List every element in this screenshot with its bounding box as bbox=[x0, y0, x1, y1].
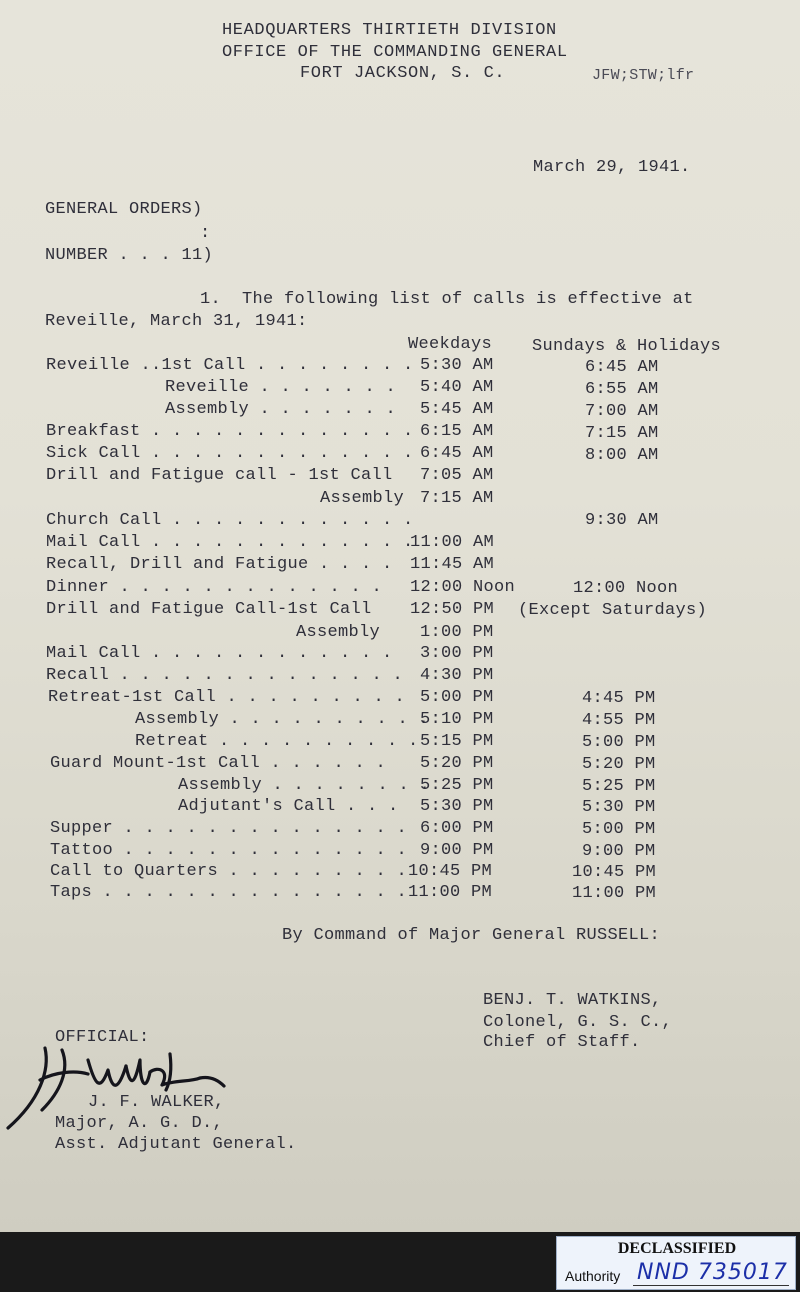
authority-value: NND 735017 bbox=[637, 1260, 788, 1285]
sunday-time: 7:00 AM bbox=[585, 402, 659, 421]
handwritten-signature bbox=[0, 1030, 240, 1140]
call-label: Reveille . . . . . . . bbox=[165, 378, 397, 397]
sunday-time: 4:55 PM bbox=[582, 711, 656, 730]
order-number: NUMBER . . . 11) bbox=[45, 246, 214, 265]
call-label: Call to Quarters . . . . . . . . . bbox=[50, 862, 408, 881]
weekday-time: 5:45 AM bbox=[420, 400, 494, 419]
call-label: Mail Call . . . . . . . . . . . . bbox=[46, 644, 393, 663]
weekday-time: 5:40 AM bbox=[420, 378, 494, 397]
weekday-time: 10:45 PM bbox=[408, 862, 493, 881]
weekday-time: 5:00 PM bbox=[420, 688, 494, 707]
call-label: Assembly bbox=[320, 489, 405, 508]
official-label: OFFICIAL: bbox=[55, 1028, 150, 1047]
chief-name: BENJ. T. WATKINS, bbox=[483, 991, 662, 1010]
header-line-1: HEADQUARTERS THIRTIETH DIVISION bbox=[222, 21, 557, 40]
call-label: Taps . . . . . . . . . . . . . . . bbox=[50, 883, 408, 902]
weekday-time: 6:00 PM bbox=[420, 819, 494, 838]
orders-colon: : bbox=[200, 224, 211, 243]
call-label: Assembly . . . . . . . . bbox=[178, 776, 431, 795]
call-label: Assembly bbox=[296, 623, 381, 642]
call-label: Drill and Fatigue call - 1st Call bbox=[46, 466, 393, 485]
official-title: Asst. Adjutant General. bbox=[55, 1135, 297, 1154]
weekday-time: 6:15 AM bbox=[420, 422, 494, 441]
sunday-time: 6:55 AM bbox=[585, 380, 659, 399]
sunday-time: 6:45 AM bbox=[585, 358, 659, 377]
declassified-stamp bbox=[556, 1236, 796, 1290]
call-label: Dinner . . . . . . . . . . . . . bbox=[46, 578, 383, 597]
weekday-time: 7:05 AM bbox=[420, 466, 494, 485]
column-sundays-holidays: Sundays & Holidays bbox=[532, 337, 722, 356]
sunday-note: (Except Saturdays) bbox=[518, 601, 708, 620]
call-label: Adjutant's Call . . . bbox=[178, 797, 399, 816]
weekday-time: 5:15 PM bbox=[420, 732, 494, 751]
column-weekdays: Weekdays bbox=[408, 335, 493, 354]
weekday-time: 11:00 AM bbox=[410, 533, 495, 552]
weekday-time: 3:00 PM bbox=[420, 644, 494, 663]
weekday-time: 5:25 PM bbox=[420, 776, 494, 795]
sunday-time: 12:00 Noon bbox=[573, 579, 679, 598]
call-label: Drill and Fatigue Call-1st Call bbox=[46, 600, 372, 619]
intro-line-1: 1. The following list of calls is effective at bbox=[200, 290, 694, 309]
weekday-time: 7:15 AM bbox=[420, 489, 494, 508]
weekday-time: 4:30 PM bbox=[420, 666, 494, 685]
weekday-time: 11:45 AM bbox=[410, 555, 495, 574]
sunday-time: 7:15 AM bbox=[585, 424, 659, 443]
sunday-time: 11:00 PM bbox=[572, 884, 657, 903]
sunday-time: 8:00 AM bbox=[585, 446, 659, 465]
sunday-time: 5:00 PM bbox=[582, 820, 656, 839]
call-label: Retreat-1st Call . . . . . . . . . bbox=[48, 688, 406, 707]
sunday-time: 5:25 PM bbox=[582, 777, 656, 796]
weekday-time: 12:00 Noon bbox=[410, 578, 516, 597]
chief-title: Chief of Staff. bbox=[483, 1033, 641, 1052]
chief-rank: Colonel, G. S. C., bbox=[483, 1013, 673, 1032]
weekday-time: 5:20 PM bbox=[420, 754, 494, 773]
call-label: Tattoo . . . . . . . . . . . . . . bbox=[50, 841, 408, 860]
call-label: Guard Mount-1st Call . . . . . . bbox=[50, 754, 387, 773]
call-label: Sick Call . . . . . . . . . . . . . bbox=[46, 444, 414, 463]
call-label: Church Call . . . . . . . . . . . . bbox=[46, 511, 414, 530]
call-label: Recall . . . . . . . . . . . . . . bbox=[46, 666, 404, 685]
official-name: J. F. WALKER, bbox=[88, 1093, 225, 1112]
weekday-time: 5:30 AM bbox=[420, 356, 494, 375]
weekday-time: 5:10 PM bbox=[420, 710, 494, 729]
weekday-time: 1:00 PM bbox=[420, 623, 494, 642]
authority-label: Authority bbox=[565, 1268, 621, 1284]
intro-line-2: Reveille, March 31, 1941: bbox=[45, 312, 308, 331]
call-label: Supper . . . . . . . . . . . . . . bbox=[50, 819, 408, 838]
call-label: Recall, Drill and Fatigue . . . . bbox=[46, 555, 393, 574]
sunday-time: 10:45 PM bbox=[572, 863, 657, 882]
sunday-time: 5:00 PM bbox=[582, 733, 656, 752]
weekday-time: 6:45 AM bbox=[420, 444, 494, 463]
call-label: Reveille ..1st Call . . . . . . . . bbox=[46, 356, 414, 375]
declassified-title: DECLASSIFIED bbox=[617, 1240, 737, 1257]
sunday-time: 9:00 PM bbox=[582, 842, 656, 861]
order-date: March 29, 1941. bbox=[533, 158, 691, 177]
sunday-time: 4:45 PM bbox=[582, 689, 656, 708]
sunday-time: 9:30 AM bbox=[585, 511, 659, 530]
reference-initials: JFW;STW;lfr bbox=[592, 67, 695, 84]
call-label: Assembly . . . . . . . . . . bbox=[135, 710, 430, 729]
call-label: Retreat . . . . . . . . . . bbox=[135, 732, 419, 751]
call-label: Assembly . . . . . . . bbox=[165, 400, 397, 419]
sunday-time: 5:20 PM bbox=[582, 755, 656, 774]
official-rank: Major, A. G. D., bbox=[55, 1114, 224, 1133]
weekday-time: 11:00 PM bbox=[408, 883, 493, 902]
weekday-time: 9:00 PM bbox=[420, 841, 494, 860]
general-orders-label: GENERAL ORDERS) bbox=[45, 200, 203, 219]
header-line-2: OFFICE OF THE COMMANDING GENERAL bbox=[222, 43, 568, 62]
authority-underline bbox=[633, 1285, 789, 1286]
command-line: By Command of Major General RUSSELL: bbox=[282, 926, 661, 945]
call-label: Breakfast . . . . . . . . . . . . . bbox=[46, 422, 414, 441]
header-line-3: FORT JACKSON, S. C. bbox=[300, 64, 506, 83]
call-label: Mail Call . . . . . . . . . . . . . bbox=[46, 533, 414, 552]
weekday-time: 12:50 PM bbox=[410, 600, 495, 619]
weekday-time: 5:30 PM bbox=[420, 797, 494, 816]
sunday-time: 5:30 PM bbox=[582, 798, 656, 817]
